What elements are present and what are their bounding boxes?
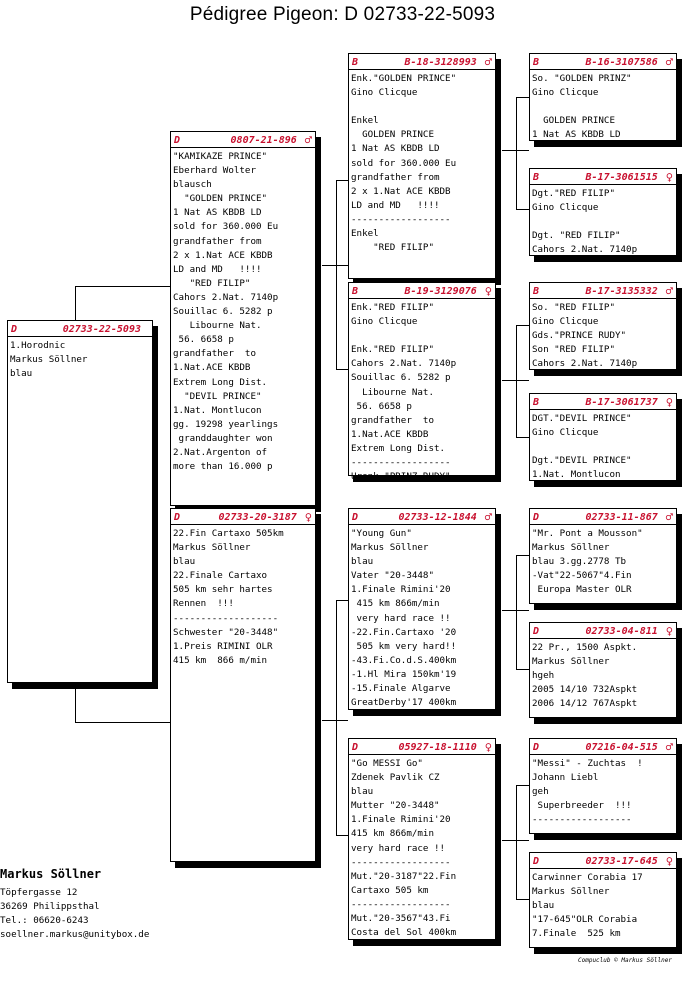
card-line: granddaughter won xyxy=(173,432,273,444)
card-line: 1.Horodnic xyxy=(10,340,66,351)
card-line: Zdenek Pavlik CZ xyxy=(351,772,440,784)
pedigree-card-dds[interactable]: D 07216-04-515 ♂ "Messi" - Zuchtas ! Johann Liebl geh Superbreeder !!! ------------------ xyxy=(529,738,677,834)
pedigree-card-dam[interactable]: D 02733-20-3187 ♀ 22.Fin Cartaxo 505km Markus Söllner blau 22.Finale Cartaxo 505 km sehr hartes Rennen !!! ------------------- Schwester "20-3448" 1.Preis RIMINI OLR 415 km 866 m/min xyxy=(170,508,316,862)
card-line: "Messi" - Zuchtas ! xyxy=(532,758,643,769)
connector-line xyxy=(516,669,529,670)
card-line: 22 Pr., 1500 Aspkt. xyxy=(532,642,638,653)
card-line: -Vat"22-5067"4.Fin xyxy=(532,570,632,582)
card-line: 2.Nat.Argenton of xyxy=(173,446,268,458)
card-line: Enk."RED FILIP" xyxy=(351,302,434,313)
card-line: Markus Söllner xyxy=(532,656,610,668)
card-line xyxy=(532,100,674,114)
card-line: 505 km very hard!! xyxy=(351,640,457,652)
connector-line xyxy=(516,437,529,438)
card-notes xyxy=(530,70,676,142)
ring-number: B-17-3061515 xyxy=(585,171,658,183)
connector-line xyxy=(516,555,517,670)
card-line: blau xyxy=(351,556,374,568)
card-line: "17-645"OLR Corabia xyxy=(532,914,638,926)
card-line: grandfather to xyxy=(173,348,256,360)
male-icon: ♂ xyxy=(304,133,312,147)
card-line: grandfather to xyxy=(351,414,434,426)
card-line: 415 km 866m/min xyxy=(351,828,434,840)
card-line: Cahors 2.Nat. 7140p xyxy=(532,244,638,256)
card-line: Extrem Long Dist. xyxy=(351,442,446,454)
card-line: 1 Nat AS KBDB LD xyxy=(351,143,440,155)
card-line: 415 km 866m/min xyxy=(351,598,440,610)
connector-line xyxy=(516,97,529,98)
pedigree-card-ssd[interactable]: B B-17-3061515 ♀ Dgt."RED FILIP" Gino Clicque Dgt. "RED FILIP" Cahors 2.Nat. 7140p xyxy=(529,168,677,256)
connector-line xyxy=(516,555,529,556)
card-line: -1.Hl Mira 150km'19 xyxy=(351,668,457,680)
card-line: Vater "20-3448" xyxy=(351,570,434,582)
card-line: GOLDEN PRINCE xyxy=(351,129,434,141)
card-line: Mut."20-3187"22.Fin xyxy=(351,870,457,882)
female-icon: ♀ xyxy=(484,284,492,298)
card-line: Markus Söllner xyxy=(532,886,610,898)
card-line: grandfather from xyxy=(173,235,262,247)
card-line: very hard race !! xyxy=(351,612,451,624)
female-icon: ♀ xyxy=(484,740,492,754)
ring-number: 02733-22-5093 xyxy=(62,323,141,335)
male-icon: ♂ xyxy=(484,55,492,69)
card-line: 1.Nat. Montlucon xyxy=(532,469,621,481)
ring-number: B-17-3135332 xyxy=(585,285,658,297)
card-notes xyxy=(530,410,676,482)
card-line: Europa Master OLR xyxy=(532,584,632,596)
ring-number: B-17-3061737 xyxy=(585,396,658,408)
card-line: 2005 14/10 732Aspkt xyxy=(532,684,638,696)
card-line: -22.Fin.Cartaxo '20 xyxy=(351,626,457,638)
card-line xyxy=(532,440,674,454)
card-line: ------------------ xyxy=(351,457,451,469)
connector-line xyxy=(516,325,529,326)
male-icon: ♂ xyxy=(665,740,673,754)
card-line: "RED FILIP" xyxy=(173,277,251,289)
ring-number: B-16-3107586 xyxy=(585,56,658,68)
card-line: Gino Clicque xyxy=(351,87,418,99)
card-line: "GOLDEN PRINCE" xyxy=(173,193,268,205)
ring-number: 02733-11-867 xyxy=(585,511,658,523)
card-line: 1.Preis RIMINI OLR xyxy=(173,640,273,652)
page-title: Pédigree Pigeon: D 02733-22-5093 xyxy=(189,4,496,25)
card-line: very hard race !! xyxy=(351,842,446,854)
card-line: Gino Clicque xyxy=(351,316,418,328)
card-line: "DEVIL PRINCE" xyxy=(173,390,262,402)
pedigree-card-dsd[interactable]: D 02733-04-811 ♀ 22 Pr., 1500 Aspkt. Markus Söllner hgeh 2005 14/10 732Aspkt 2006 14/12 767Aspkt xyxy=(529,622,677,718)
card-line: Carwinner Corabia 17 xyxy=(532,872,643,883)
female-icon: ♀ xyxy=(665,395,673,409)
connector-line xyxy=(322,265,348,266)
card-line xyxy=(532,215,674,229)
card-line: 505 km sehr hartes xyxy=(173,584,273,596)
card-line: 1 Nat AS KBDB LD xyxy=(532,129,621,141)
connector-line xyxy=(516,209,529,210)
ring-number: 02733-12-1844 xyxy=(398,511,477,523)
card-line: -43.Fi.Co.d.S.400km xyxy=(351,654,457,666)
card-line: Mutter "20-3448" xyxy=(351,800,440,812)
connector-line xyxy=(336,835,348,836)
card-line: 22.Finale Cartaxo xyxy=(173,570,268,582)
card-notes xyxy=(8,337,152,381)
card-line: Enk."GOLDEN PRINCE" xyxy=(351,73,457,84)
card-line: gg. 19298 yearlings xyxy=(173,418,279,430)
card-line: Cahors 2.Nat. 7140p xyxy=(351,358,457,370)
card-line: ------------------ xyxy=(351,856,451,868)
card-line: Libourne Nat. xyxy=(351,386,434,398)
card-line: So. "RED FILIP" xyxy=(532,302,615,313)
card-line: Souillac 6. 5282 p xyxy=(173,306,273,318)
connector-line xyxy=(516,785,529,786)
card-line: Gino Clicque xyxy=(532,316,599,328)
card-line: blau xyxy=(10,368,33,380)
card-notes xyxy=(349,70,495,255)
connector-line xyxy=(75,722,171,723)
card-line: 56. 6658 p xyxy=(351,400,412,412)
card-line: Cahors 2.Nat. 7140p xyxy=(532,358,638,370)
card-line: Dgt."DEVIL PRINCE" xyxy=(532,455,632,467)
pedigree-card-sds[interactable]: B B-17-3135332 ♂ So. "RED FILIP" Gino Clicque Gds."PRINCE RUDY" Son "RED FILIP" Cahors 2.Nat. 7140p xyxy=(529,282,677,370)
ring-number: 02733-17-645 xyxy=(585,855,658,867)
card-line: 2006 14/12 767Aspkt xyxy=(532,698,638,710)
male-icon: ♂ xyxy=(665,284,673,298)
card-line: LD and MD !!!! xyxy=(351,199,440,211)
footer-credit: Compuclub © Markus Söllner xyxy=(578,957,672,964)
card-line: blau 3.gg.2778 Tb xyxy=(532,556,627,568)
connector-line xyxy=(336,600,337,836)
card-line: Costa del Sol 400km xyxy=(351,927,457,939)
card-notes xyxy=(349,525,495,710)
card-line: Schwester "20-3448" xyxy=(173,626,279,638)
pedigree-card-dam-sire[interactable]: D 02733-12-1844 ♂ "Young Gun" Markus Söllner blau Vater "20-3448" 1.Finale Rimini'20 415 km 866m/min very hard race !! -22.Fin.Cartaxo '20 505 km very hard!! -43.Fi.Co.d.S.400km -1.Hl Mira 150km'19 -15.Finale Algarve GreatDerby'17 400km xyxy=(348,508,496,710)
ring-number: 05927-18-1110 xyxy=(398,741,477,753)
connector-line xyxy=(336,180,348,181)
card-line: ------------------- xyxy=(173,612,279,624)
card-line: DGT."DEVIL PRINCE" xyxy=(532,413,632,424)
card-line: 1.Nat.ACE KBDB xyxy=(351,428,429,440)
card-line: So. "GOLDEN PRINZ" xyxy=(532,73,632,84)
connector-line xyxy=(75,286,76,321)
ring-number: B-19-3129076 xyxy=(404,285,477,297)
connector-line xyxy=(75,286,171,287)
card-line: Gino Clicque xyxy=(532,202,599,214)
connector-line xyxy=(75,683,76,723)
card-line: Son "RED FILIP" xyxy=(532,344,615,356)
card-line: more than 16.000 p xyxy=(173,461,273,473)
card-notes xyxy=(530,525,676,597)
card-line: 1.Nat.ACE KBDB xyxy=(173,362,251,374)
card-notes xyxy=(530,639,676,711)
card-line: Gino Clicque xyxy=(532,87,599,99)
card-line: blau xyxy=(532,900,555,912)
card-line: 1.Nat. Montlucon xyxy=(173,404,262,416)
card-line: sold for 360.000 Eu xyxy=(173,221,279,233)
card-notes xyxy=(349,755,495,940)
card-line: Johann Liebl xyxy=(532,772,599,784)
card-line: Cartaxo 505 km xyxy=(351,884,429,896)
connector-line xyxy=(516,785,517,900)
connector-line xyxy=(516,899,529,900)
card-notes xyxy=(530,869,676,941)
connector-line xyxy=(336,180,337,370)
card-line xyxy=(351,100,493,114)
ring-number: B-18-3128993 xyxy=(404,56,477,68)
owner-phone: Tel.: 06620-6243 xyxy=(0,915,89,926)
owner-email[interactable]: soellner.markus@unitybox.de xyxy=(0,929,150,940)
card-line: 415 km 866 m/min xyxy=(173,654,268,666)
card-line: Markus Söllner xyxy=(351,542,429,554)
card-line: 22.Fin Cartaxo 505km xyxy=(173,528,284,539)
ring-number: 07216-04-515 xyxy=(585,741,658,753)
ring-number: 0807-21-896 xyxy=(230,134,297,146)
card-line: Rennen !!! xyxy=(173,598,234,610)
connector-line xyxy=(336,369,348,370)
card-line: Dgt. "RED FILIP" xyxy=(532,230,621,242)
card-notes xyxy=(530,755,676,827)
male-icon: ♂ xyxy=(484,510,492,524)
pedigree-card-dam-dam[interactable]: D 05927-18-1110 ♀ "Go MESSI Go" Zdenek Pavlik CZ blau Mutter "20-3448" 1.Finale Rimini'20 415 km 866m/min very hard race !! ------------------ Mut."20-3187"22.Fin Cartaxo 505 km ------------------ Mut."20-3567"43.Fi Costa del Sol 400km xyxy=(348,738,496,940)
pedigree-card-subject[interactable]: D 02733-22-5093 1.Horodnic Markus Söllner blau xyxy=(7,320,153,683)
female-icon: ♀ xyxy=(665,170,673,184)
card-line: 1 Nat AS KBDB LD xyxy=(173,207,262,219)
card-line: Mut."20-3567"43.Fi xyxy=(351,913,451,925)
card-line: Souillac 6. 5282 p xyxy=(351,372,451,384)
connector-line xyxy=(322,720,348,721)
card-notes xyxy=(349,299,495,484)
card-line: 7.Finale 525 km xyxy=(532,928,621,940)
card-line: "Go MESSI Go" xyxy=(351,758,423,769)
card-line: blau xyxy=(351,786,374,798)
card-line: LD and MD !!!! xyxy=(173,263,262,275)
connector-line xyxy=(336,600,348,601)
card-line: "Mr. Pont a Mousson" xyxy=(532,528,643,539)
card-notes xyxy=(530,185,676,257)
card-line: 1.Finale Rimini'20 xyxy=(351,584,451,596)
pedigree-card-sdd[interactable]: B B-17-3061737 ♀ DGT."DEVIL PRINCE" Gino Clicque Dgt."DEVIL PRINCE" 1.Nat. Montlucon xyxy=(529,393,677,481)
card-line: grandfather from xyxy=(351,171,440,183)
owner-name: Markus Söllner xyxy=(0,867,102,881)
female-icon: ♀ xyxy=(304,510,312,524)
pedigree-card-sss[interactable]: B B-16-3107586 ♂ So. "GOLDEN PRINZ" Gino Clicque GOLDEN PRINCE 1 Nat AS KBDB LD xyxy=(529,53,677,141)
card-line: ------------------ xyxy=(351,898,451,910)
card-line: Gds."PRINCE RUDY" xyxy=(532,330,627,342)
owner-address-line: 36269 Philippsthal xyxy=(0,901,100,912)
card-line: blau xyxy=(173,556,196,568)
card-line: Urenk."PRINZ RUDY" xyxy=(351,471,451,483)
card-notes xyxy=(171,148,315,474)
card-line: "RED FILIP" xyxy=(351,242,434,254)
card-line: Enk."RED FILIP" xyxy=(351,344,434,356)
card-line: 2 x 1.Nat ACE KBDB xyxy=(173,249,273,261)
card-line: ------------------ xyxy=(351,213,451,225)
card-line: 2 x 1.Nat ACE KBDB xyxy=(351,185,451,197)
card-line: -15.Finale Algarve xyxy=(351,683,451,695)
card-line: Gino Clicque xyxy=(532,427,599,439)
connector-line xyxy=(516,325,517,438)
card-line: Superbreeder !!! xyxy=(532,800,632,812)
card-line: Dgt."RED FILIP" xyxy=(532,188,615,199)
card-line: Enkel xyxy=(351,115,379,127)
card-line xyxy=(351,329,493,343)
card-line: GreatDerby'17 400km xyxy=(351,697,457,709)
card-line: "KAMIKAZE PRINCE" xyxy=(173,151,268,162)
card-line: Markus Söllner xyxy=(173,542,251,554)
card-line: GOLDEN PRINCE xyxy=(532,115,615,127)
male-icon: ♂ xyxy=(665,510,673,524)
pedigree-card-sire-sire[interactable]: B B-18-3128993 ♂ Enk."GOLDEN PRINCE" Gino Clicque Enkel GOLDEN PRINCE 1 Nat AS KBDB LD sold for 360.000 Eu grandfather from 2 x 1.Nat ACE KBDB LD and MD !!!! ------------------ Enkel "RED FILIP" xyxy=(348,53,496,279)
female-icon: ♀ xyxy=(665,624,673,638)
connector-line xyxy=(516,97,517,210)
card-line: "Young Gun" xyxy=(351,528,412,539)
card-line: Libourne Nat. xyxy=(173,320,262,332)
card-line: Cahors 2.Nat. 7140p xyxy=(173,291,279,303)
card-line: ------------------ xyxy=(532,814,632,826)
owner-address-line: Töpfergasse 12 xyxy=(0,887,78,898)
male-icon: ♂ xyxy=(665,55,673,69)
card-line: 56. 6658 p xyxy=(173,334,234,346)
card-line: Extrem Long Dist. xyxy=(173,376,268,388)
ring-number: 02733-04-811 xyxy=(585,625,658,637)
pedigree-card-sire[interactable]: D 0807-21-896 ♂ "KAMIKAZE PRINCE" Eberhard Wolter blausch "GOLDEN PRINCE" 1 Nat AS KBDB LD sold for 360.000 Eu grandfather from 2 x 1.Nat ACE KBDB LD and MD !!!! "RED FILIP" Cahors 2.Nat. 7140p Souillac 6. 5282 p Libourne Nat. 56. 6658 p grandfather to 1.Nat.ACE KBDB Extrem Long Dist. "DEVIL PRINCE" 1.Nat. Montlucon gg. 19298 yearlings granddaughter won 2.Nat.Argenton of more than 16.000 p xyxy=(170,131,316,506)
card-notes xyxy=(530,299,676,371)
pedigree-card-dss[interactable]: D 02733-11-867 ♂ "Mr. Pont a Mousson" Markus Söllner blau 3.gg.2778 Tb -Vat"22-5067"4.Fin Europa Master OLR xyxy=(529,508,677,604)
card-line: Markus Söllner xyxy=(532,542,610,554)
card-line: hgeh xyxy=(532,670,555,682)
card-line: Eberhard Wolter xyxy=(173,165,256,177)
card-line: blausch xyxy=(173,179,212,191)
pedigree-card-ddd[interactable]: D 02733-17-645 ♀ Carwinner Corabia 17 Markus Söllner blau "17-645"OLR Corabia 7.Finale 525 km xyxy=(529,852,677,948)
card-line: Enkel xyxy=(351,228,379,240)
card-line: geh xyxy=(532,786,549,798)
female-icon: ♀ xyxy=(665,854,673,868)
ring-number: 02733-20-3187 xyxy=(218,511,297,523)
card-line: Markus Söllner xyxy=(10,354,88,366)
owner-info xyxy=(0,866,149,942)
card-notes xyxy=(171,525,315,668)
pedigree-card-sire-dam[interactable]: B B-19-3129076 ♀ Enk."RED FILIP" Gino Clicque Enk."RED FILIP" Cahors 2.Nat. 7140p Souillac 6. 5282 p Libourne Nat. 56. 6658 p grandfather to 1.Nat.ACE KBDB Extrem Long Dist. ------------------ Urenk."PRINZ RUDY" xyxy=(348,282,496,476)
card-line: sold for 360.000 Eu xyxy=(351,157,457,169)
card-line: 1.Finale Rimini'20 xyxy=(351,814,451,826)
